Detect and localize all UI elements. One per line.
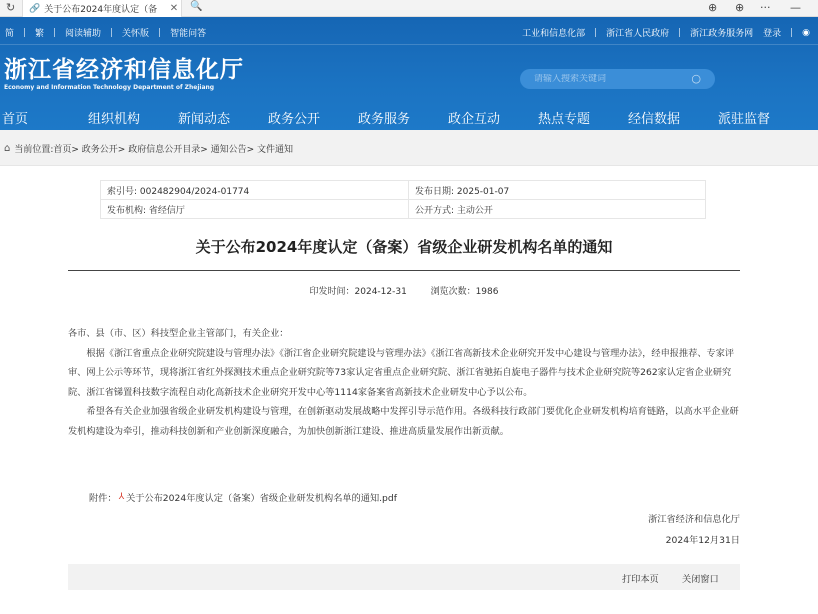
login-link[interactable]: 登录 [763, 29, 782, 39]
attachment [89, 490, 397, 504]
nav-supervision[interactable]: 派驻监督 [718, 112, 771, 127]
minimize-icon[interactable]: — [790, 1, 801, 14]
nav-data[interactable]: 经信数据 [628, 112, 681, 127]
globe-icon[interactable]: ⊕ [735, 1, 745, 14]
more-menu-icon[interactable]: ··· [760, 1, 771, 14]
breadcrumb-bar [0, 130, 818, 166]
nav-interaction[interactable]: 政企互动 [448, 112, 501, 127]
site-search [520, 69, 715, 89]
breadcrumb[interactable]: 当前位置:首页> 政务公开> 政府信息公开目录> 通知公告> 文件通知 [14, 145, 294, 155]
index-number: 索引号: 002482904/2024-01774 [101, 181, 409, 200]
nav-organization[interactable]: 组织机构 [88, 108, 140, 127]
zj-government-link[interactable]: 浙江省人民政府 [606, 29, 670, 39]
publish-info [68, 284, 740, 297]
sign-date: 2024年12月31日 [665, 535, 740, 546]
site-logo[interactable] [4, 57, 244, 92]
pdf-icon: ⅄ [118, 492, 125, 502]
nav-home[interactable]: 首页 [2, 112, 29, 127]
publish-date: 发布日期: 2025-01-07 [409, 181, 706, 200]
miit-link[interactable]: 工业和信息化部 [522, 29, 586, 39]
tab-search-icon[interactable]: 🔍 [190, 1, 203, 12]
reload-icon[interactable]: ↻ [6, 1, 16, 14]
download-icon[interactable]: ⊕ [708, 1, 718, 14]
attachment-label: 附件： [89, 493, 117, 504]
browser-tab-bar [0, 0, 818, 17]
close-tab-icon[interactable]: ✕ [169, 3, 179, 14]
link-icon: 🔗 [29, 3, 41, 14]
paragraph-1: 根据《浙江省重点企业研究院建设与管理办法》《浙江省企业研究院建设与管理办法》《浙江省高新技术企业研究开发中心建设与管理办法》，经申报推荐、专家评审、网上公示等环节，现将浙江省红外探测技术重点企业研究院等73家认定省重点企业研究院、浙江省驰拓自旋电子器件与技术企业研究院等262家认定省企业研究院、浙江省锑置科技数字流程自动化高新技术企业研究开发中心等1114家备案省高新技术企业研发中心予以公布。 [68, 347, 735, 398]
print-button[interactable]: 打印本页 [622, 574, 659, 585]
care-mode-link[interactable]: 关怀版 [122, 29, 150, 39]
view-count: 浏览次数：1986 [430, 287, 499, 297]
article-footer-bar [68, 564, 740, 590]
home-icon: ⌂ [4, 143, 11, 154]
traditional-chinese-link[interactable]: 繁 [35, 29, 45, 39]
signer: 浙江省经济和信息化厅 [648, 514, 740, 525]
tab-title: 关于公布2024年度认定（备 [44, 5, 158, 15]
attachment-link[interactable]: 关于公布2024年度认定（备案）省级企业研发机构名单的通知.pdf [126, 493, 397, 504]
nav-topics[interactable]: 热点专题 [538, 112, 591, 127]
simplified-chinese-link[interactable]: 简 [5, 29, 15, 39]
main-nav [0, 105, 818, 130]
document-meta-table [100, 180, 706, 219]
issued-time: 印发时间：2024-12-31 [309, 287, 407, 297]
search-input[interactable] [534, 74, 684, 84]
search-icon[interactable]: ○ [691, 72, 701, 85]
salutation: 各市、县（市、区）科技型企业主管部门，有关企业： [68, 328, 289, 339]
zj-service-link[interactable]: 浙江政务服务网 [690, 29, 754, 39]
nav-gov-open[interactable]: 政务公开 [268, 112, 321, 127]
site-header [0, 17, 818, 130]
publisher: 发布机构: 省经信厅 [101, 200, 409, 219]
reading-aid-link[interactable]: 阅读辅助 [65, 29, 102, 39]
article-body [68, 324, 740, 441]
nav-gov-service[interactable]: 政务服务 [358, 112, 411, 127]
paragraph-2: 希望各有关企业加强省级企业研发机构建设与管理，在创新驱动发展战略中发挥引导示范作用。各级科技行政部门要优化企业研发机构培育链路，以高水平企业研发机构建设为牵引，推动科技创新和产业创新深度融合，为加快创新浙江建设、推进高质量发展作出新贡献。 [68, 406, 739, 437]
top-utility-bar [0, 17, 818, 45]
brand-english-name: Economy and Information Technology Department of Zhejiang [4, 84, 215, 91]
smart-qa-link[interactable]: 智能问答 [170, 29, 207, 39]
open-mode: 公开方式: 主动公开 [409, 200, 706, 219]
browser-tab[interactable] [22, 0, 182, 17]
close-window-button[interactable]: 关闭窗口 [682, 574, 719, 585]
brand-name: 浙江省经济和信息化厅 [4, 57, 244, 83]
title-divider [68, 270, 740, 271]
article-title: 关于公布2024年度认定（备案）省级企业研发机构名单的通知 [195, 238, 613, 256]
wechat-icon[interactable]: ◉ [802, 27, 810, 38]
nav-news[interactable]: 新闻动态 [178, 112, 231, 127]
